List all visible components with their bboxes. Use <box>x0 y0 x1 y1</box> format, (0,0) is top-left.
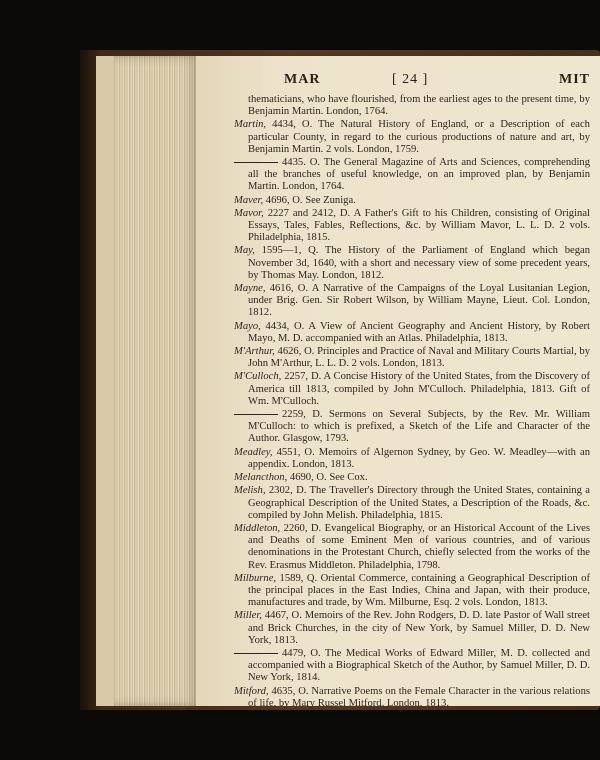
entry-author: Milburne, <box>234 572 277 584</box>
ditto-dash <box>234 414 278 415</box>
entry-author: Mitford, <box>234 685 269 697</box>
entry-text: 1595—1, Q. The History of the Parliament of England which began November 3d, 1640, with a short and necessary view of some precedent years, by Thomas May. London, 1812. <box>248 245 590 281</box>
catalog-entry <box>234 686 590 710</box>
entry-text: 2259, D. Sermons on Several Subjects, by the Rev. Mr. William M'Culloch: to which is prefixed, a Sketch of the Life and Character of the Author. Glasgow, 1793. <box>248 409 590 445</box>
catalog-entry <box>234 472 590 484</box>
entry-text: 1589, Q. Oriental Commerce, containing a Geographical Description of the principal places in the East Indies, China and Japan, with their produce, manufactures and trade, by Wm. Milburne, Esq. 2 vols. London, 1813. <box>248 572 590 609</box>
entry-text: 4479, O. The Medical Works of Edward Miller, M. D. collected and accompanied with a Biographical Sketch of the Author, by Samuel Miller, D. D. New York, 1814. <box>248 647 590 684</box>
page-number: [ 24 ] <box>392 72 429 87</box>
catalog-entry <box>234 371 590 408</box>
running-head-right: MIT <box>559 72 590 87</box>
entry-text: 2302, D. The Traveller's Directory through the United States, containing a Geographical Description of the United States, a Description of the Roads, &c. compiled by John Melish. Philadelphia, 1815. <box>248 485 590 521</box>
catalog-entry <box>234 119 590 156</box>
entry-author: Melish, <box>234 485 266 497</box>
entry-author: Mayo, <box>234 320 261 332</box>
catalog-entry <box>234 523 590 572</box>
catalog-entry <box>234 208 590 245</box>
catalog-entries <box>234 94 590 711</box>
entry-text: 4435. O. The General Magazine of Arts and Sciences, comprehending all the branches of useful knowledge, on an improved plan, by Benjamin Martin. London, 1764. <box>248 157 590 193</box>
catalog-entry <box>234 245 590 282</box>
entry-text: 4551, O. Memoirs of Algernon Sydney, by Geo. W. Meadley—with an appendix. London, 1813. <box>248 446 590 470</box>
entry-author: M'Culloch, <box>234 371 282 383</box>
entry-author: Melancthon, <box>234 472 288 484</box>
entry-author: Middleton, <box>234 522 281 534</box>
entry-text: 4626, O. Principles and Practice of Naval and Military Courts Martial, by John M'Arthur, L. L. D. 2 vols. London, 1813. <box>248 346 590 370</box>
running-head <box>284 72 590 92</box>
catalog-entry <box>234 195 590 207</box>
catalog-entry <box>234 610 590 647</box>
catalog-entry <box>234 573 590 610</box>
entry-author: M'Arthur, <box>234 346 275 358</box>
entry-author: Maver, <box>234 194 264 206</box>
entry-text: thematicians, who have flourished, from the earliest ages to the present time, by Benjamin Martin. London, 1764. <box>248 94 590 118</box>
catalog-entry <box>234 409 590 446</box>
entry-text: 2257, D. A Concise History of the United States, from the Discovery of America till 1813, compiled by John M'Culloch. Philadelphia, 1813. Gift of Wm. M'Culloch. <box>248 371 590 407</box>
entry-text: 2260, D. Evangelical Biography, or an Historical Account of the Lives and Deaths of some Eminent Men of various countries, and of various denominations in the Protestant Church, chiefly selected from the works of the Rev. Erasmus Middleton. Philadelphia, 1798. <box>248 522 590 571</box>
entry-author: Miller, <box>234 610 262 622</box>
catalog-entry <box>234 648 590 685</box>
entry-text: 4467, O. Memoirs of the Rev. John Rodgers, D. D. late Pastor of Wall street and Brick Churches, in the city of New York, by Samuel Miller, D. D. New York, 1813. <box>248 610 590 646</box>
entry-author: Mavor, <box>234 207 264 219</box>
catalog-entry <box>234 447 590 471</box>
running-head-left: MAR <box>284 72 321 87</box>
catalog-entry <box>234 157 590 194</box>
catalog-entry <box>234 94 590 118</box>
entry-text: 2227 and 2412, D. A Father's Gift to his Children, consisting of Original Essays, Tales, Fables, Reflections, &c. by William Mavor, L. L. D. 2 vols. Philadelphia, 1815. <box>248 207 590 244</box>
entry-author: Mayne, <box>234 283 266 295</box>
entry-author: Meadley, <box>234 446 273 458</box>
ditto-dash <box>234 162 278 163</box>
entry-author: May, <box>234 245 255 257</box>
entry-text: 4696, O. See Zuniga. <box>265 194 356 206</box>
entry-text: 4434, O. A View of Ancient Geography and Ancient History, by Robert Mayo, M. D. accompanied with an Atlas. Philadelphia, 1813. <box>248 320 590 344</box>
catalog-entry <box>234 346 590 370</box>
ditto-dash <box>234 653 278 654</box>
catalog-entry <box>234 321 590 345</box>
entry-text: 4434, O. The Natural History of England, or a Description of each particular County, in regard to the curious productions of nature and art, by Benjamin Martin. 2 vols. London, 1759. <box>248 119 590 155</box>
entry-author: Martin, <box>234 119 267 131</box>
entry-text: 4690, O. See Cox. <box>289 472 368 484</box>
entry-text: 4616, O. A Narrative of the Campaigns of the Loyal Lusitanian Legion, under Brig. Gen. Sir Robert Wilson, by William Mayne, Lieut. Col. London, 1812. <box>248 283 590 319</box>
catalog-entry <box>234 283 590 320</box>
entry-text: 4635, O. Narrative Poems on the Female Character in the various relations of life, by Mary Russel Mitford. London, 1813. <box>248 685 590 709</box>
catalog-entry <box>234 485 590 522</box>
